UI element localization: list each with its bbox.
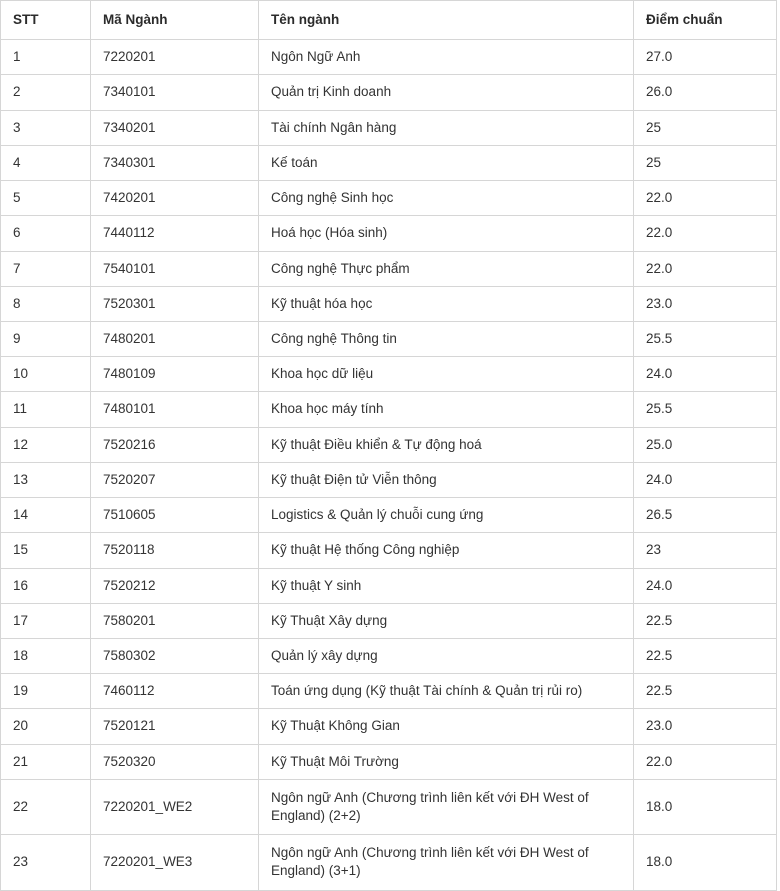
cell-benchmark-score: 22.0: [634, 181, 777, 216]
cell-major-code: 7480101: [91, 392, 259, 427]
cell-major-code: 7480201: [91, 321, 259, 356]
cell-major-code: 7440112: [91, 216, 259, 251]
table-row: [1, 427, 777, 462]
cell-benchmark-score: 26.0: [634, 75, 777, 110]
cell-stt: 17: [1, 603, 91, 638]
cell-major-code: 7420201: [91, 181, 259, 216]
cell-stt: 23: [1, 835, 91, 890]
cell-benchmark-score: 18.0: [634, 779, 777, 834]
cell-benchmark-score: 25: [634, 110, 777, 145]
cell-major-name: Toán ứng dụng (Kỹ thuật Tài chính & Quản trị rủi ro): [259, 674, 634, 709]
cell-major-name: Ngôn Ngữ Anh: [259, 40, 634, 75]
cell-benchmark-score: 23.0: [634, 709, 777, 744]
cell-benchmark-score: 22.0: [634, 251, 777, 286]
cell-major-name: Kỹ thuật Điện tử Viễn thông: [259, 462, 634, 497]
cell-stt: 1: [1, 40, 91, 75]
cell-stt: 9: [1, 321, 91, 356]
cell-major-name: Công nghệ Sinh học: [259, 181, 634, 216]
cell-benchmark-score: 25: [634, 145, 777, 180]
table-row: [1, 357, 777, 392]
cell-stt: 7: [1, 251, 91, 286]
cell-major-code: 7520301: [91, 286, 259, 321]
cell-benchmark-score: 26.5: [634, 498, 777, 533]
cell-benchmark-score: 22.5: [634, 674, 777, 709]
cell-major-name: Kỹ thuật Điều khiển & Tự động hoá: [259, 427, 634, 462]
table-row: [1, 110, 777, 145]
table-row: [1, 709, 777, 744]
column-header-benchmark-score: Điểm chuẩn: [634, 1, 777, 40]
cell-major-name: Hoá học (Hóa sinh): [259, 216, 634, 251]
cell-major-name: Ngôn ngữ Anh (Chương trình liên kết với ĐH West of England) (3+1): [259, 835, 634, 890]
cell-stt: 11: [1, 392, 91, 427]
table-header: [1, 1, 777, 40]
cell-benchmark-score: 22.5: [634, 638, 777, 673]
cell-major-name: Tài chính Ngân hàng: [259, 110, 634, 145]
cell-benchmark-score: 22.5: [634, 603, 777, 638]
cell-major-name: Kỹ thuật Y sinh: [259, 568, 634, 603]
table-row: [1, 40, 777, 75]
table-row: [1, 533, 777, 568]
cell-major-code: 7520121: [91, 709, 259, 744]
cell-benchmark-score: 22.0: [634, 744, 777, 779]
cell-major-name: Kỹ thuật hóa học: [259, 286, 634, 321]
cell-stt: 3: [1, 110, 91, 145]
table-row: [1, 216, 777, 251]
cell-stt: 8: [1, 286, 91, 321]
cell-major-name: Quản lý xây dựng: [259, 638, 634, 673]
cell-benchmark-score: 25.5: [634, 392, 777, 427]
cell-stt: 12: [1, 427, 91, 462]
cell-benchmark-score: 24.0: [634, 462, 777, 497]
cell-major-name: Kỹ Thuật Môi Trường: [259, 744, 634, 779]
column-header-stt: STT: [1, 1, 91, 40]
cell-stt: 16: [1, 568, 91, 603]
table-row: [1, 638, 777, 673]
table-row: [1, 286, 777, 321]
table-row: [1, 181, 777, 216]
cell-major-name: Ngôn ngữ Anh (Chương trình liên kết với ĐH West of England) (2+2): [259, 779, 634, 834]
cell-major-name: Kỹ thuật Hệ thống Công nghiệp: [259, 533, 634, 568]
cell-major-name: Kỹ Thuật Xây dựng: [259, 603, 634, 638]
cell-major-name: Khoa học máy tính: [259, 392, 634, 427]
cell-stt: 20: [1, 709, 91, 744]
cell-benchmark-score: 18.0: [634, 835, 777, 890]
cell-major-name: Công nghệ Thực phẩm: [259, 251, 634, 286]
table-row: [1, 498, 777, 533]
cell-major-code: 7520207: [91, 462, 259, 497]
cell-major-name: Công nghệ Thông tin: [259, 321, 634, 356]
cell-benchmark-score: 22.0: [634, 216, 777, 251]
column-header-major-name: Tên ngành: [259, 1, 634, 40]
cell-major-code: 7540101: [91, 251, 259, 286]
table-row: [1, 462, 777, 497]
cell-stt: 5: [1, 181, 91, 216]
cell-major-code: 7520118: [91, 533, 259, 568]
cell-major-name: Logistics & Quản lý chuỗi cung ứng: [259, 498, 634, 533]
cell-major-code: 7520320: [91, 744, 259, 779]
table-row: [1, 392, 777, 427]
cell-stt: 19: [1, 674, 91, 709]
cell-stt: 15: [1, 533, 91, 568]
cell-benchmark-score: 25.0: [634, 427, 777, 462]
cell-major-code: 7220201_WE3: [91, 835, 259, 890]
cell-stt: 4: [1, 145, 91, 180]
cell-major-code: 7340101: [91, 75, 259, 110]
cell-stt: 14: [1, 498, 91, 533]
table-row: [1, 744, 777, 779]
table-row: [1, 835, 777, 890]
cell-major-code: 7340301: [91, 145, 259, 180]
table-header-row: [1, 1, 777, 40]
cell-stt: 13: [1, 462, 91, 497]
table-row: [1, 674, 777, 709]
cell-benchmark-score: 24.0: [634, 568, 777, 603]
cell-stt: 10: [1, 357, 91, 392]
cell-stt: 2: [1, 75, 91, 110]
cell-benchmark-score: 23.0: [634, 286, 777, 321]
cell-major-code: 7460112: [91, 674, 259, 709]
table-row: [1, 321, 777, 356]
cell-major-code: 7520216: [91, 427, 259, 462]
cell-major-code: 7580201: [91, 603, 259, 638]
cell-benchmark-score: 25.5: [634, 321, 777, 356]
cell-major-name: Kế toán: [259, 145, 634, 180]
cell-stt: 18: [1, 638, 91, 673]
cell-major-code: 7340201: [91, 110, 259, 145]
table-row: [1, 779, 777, 834]
cell-major-name: Khoa học dữ liệu: [259, 357, 634, 392]
table-body: [1, 40, 777, 890]
cell-stt: 6: [1, 216, 91, 251]
cell-stt: 22: [1, 779, 91, 834]
cell-major-code: 7220201: [91, 40, 259, 75]
cell-benchmark-score: 27.0: [634, 40, 777, 75]
cell-major-code: 7220201_WE2: [91, 779, 259, 834]
cell-major-code: 7480109: [91, 357, 259, 392]
column-header-major-code: Mã Ngành: [91, 1, 259, 40]
table-row: [1, 145, 777, 180]
cell-benchmark-score: 24.0: [634, 357, 777, 392]
cell-benchmark-score: 23: [634, 533, 777, 568]
table-row: [1, 603, 777, 638]
cell-major-name: Quản trị Kinh doanh: [259, 75, 634, 110]
cell-major-code: 7580302: [91, 638, 259, 673]
cell-major-code: 7510605: [91, 498, 259, 533]
table-row: [1, 75, 777, 110]
table-row: [1, 251, 777, 286]
cell-major-name: Kỹ Thuật Không Gian: [259, 709, 634, 744]
cell-stt: 21: [1, 744, 91, 779]
table-row: [1, 568, 777, 603]
cell-major-code: 7520212: [91, 568, 259, 603]
